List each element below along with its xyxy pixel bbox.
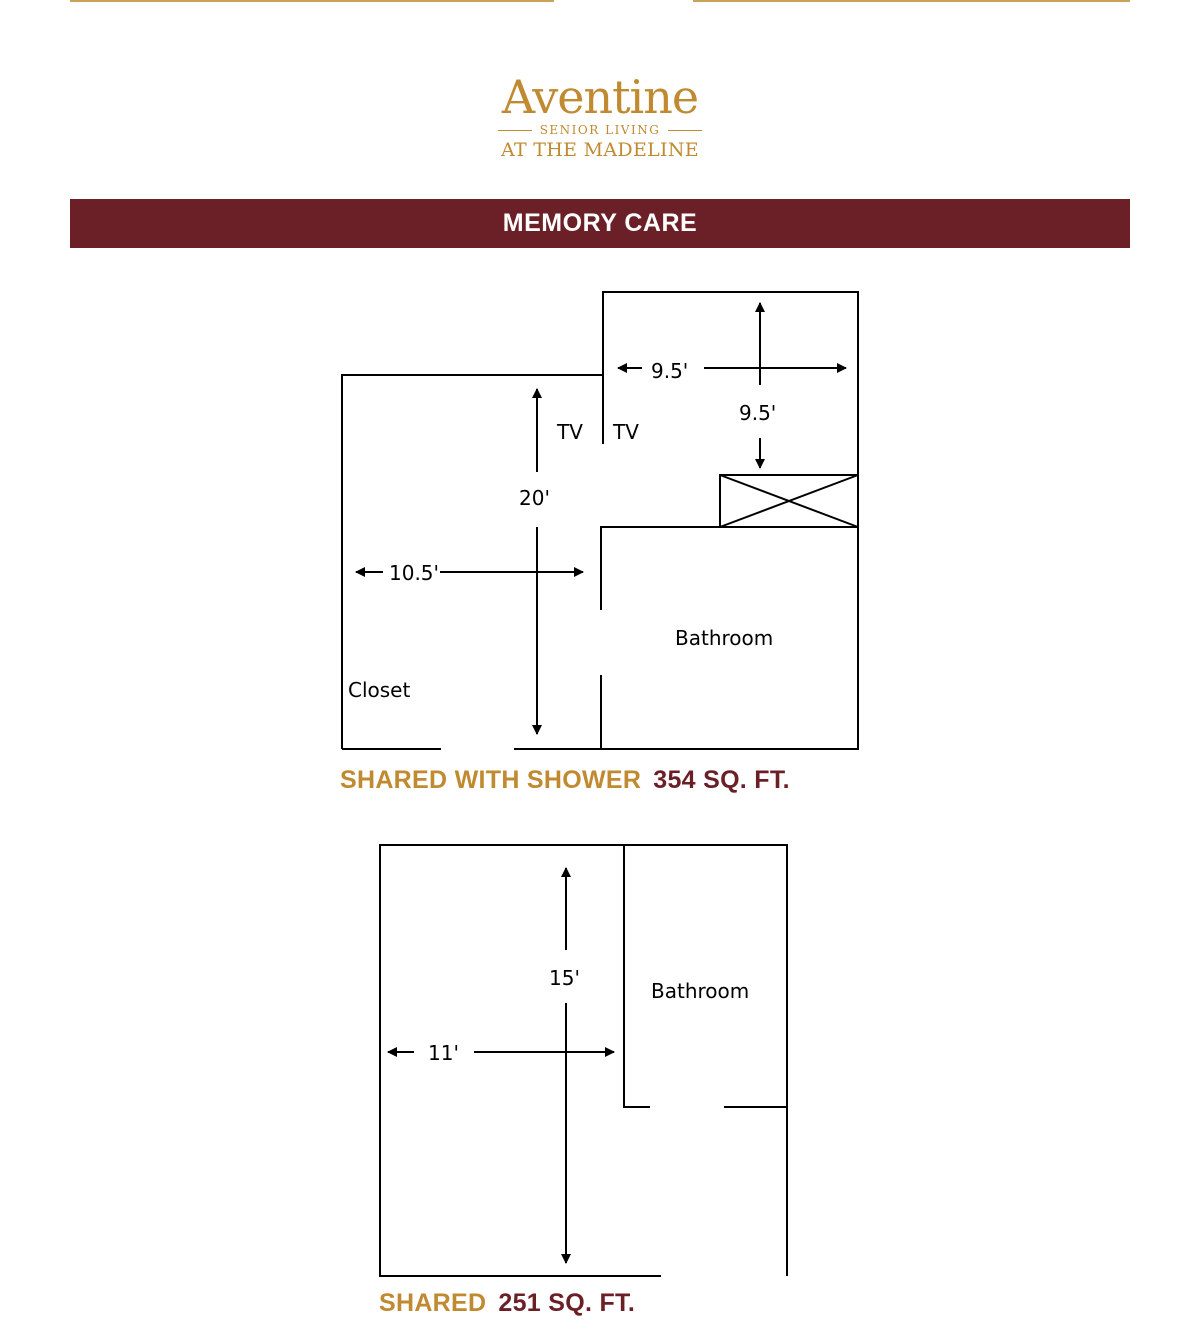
wall-upper-outer — [601, 292, 858, 749]
banner-title: MEMORY CARE — [502, 209, 698, 237]
wall-bath — [624, 845, 650, 1107]
dim-label-length: 20' — [519, 486, 550, 510]
dimension-lines-plan1 — [356, 303, 846, 734]
closet-label: Closet — [348, 678, 411, 702]
dim-label-upper-width: 9.5' — [651, 359, 689, 383]
dimension-lines-plan2 — [388, 868, 614, 1263]
dim-label-main-width: 10.5' — [389, 561, 440, 585]
bathroom-label: Bathroom — [675, 626, 774, 650]
plan-caption-shared — [379, 1289, 635, 1318]
plan-name: SHARED — [379, 1289, 487, 1317]
brand-name: Aventine — [501, 70, 699, 124]
shower-cross — [720, 475, 858, 527]
plan-name: SHARED WITH SHOWER — [340, 766, 642, 794]
wall-bath-upper — [601, 527, 720, 610]
plan-area: 354 SQ. FT. — [653, 766, 790, 794]
plan-area: 251 SQ. FT. — [498, 1289, 636, 1317]
floor-plan-shared-with-shower — [342, 292, 858, 749]
plan-caption-shared-with-shower — [340, 766, 790, 795]
tv-label-right: TV — [613, 420, 639, 444]
brand-tagline: AT THE MADELINE — [501, 139, 699, 161]
tv-label-left: TV — [557, 420, 583, 444]
dim-label-length: 15' — [549, 966, 580, 990]
dim-label-upper-depth: 9.5' — [739, 401, 777, 425]
bathroom-label: Bathroom — [651, 979, 750, 1003]
dim-label-width: 11' — [428, 1041, 459, 1065]
brand-subtitle: SENIOR LIVING — [539, 123, 661, 137]
